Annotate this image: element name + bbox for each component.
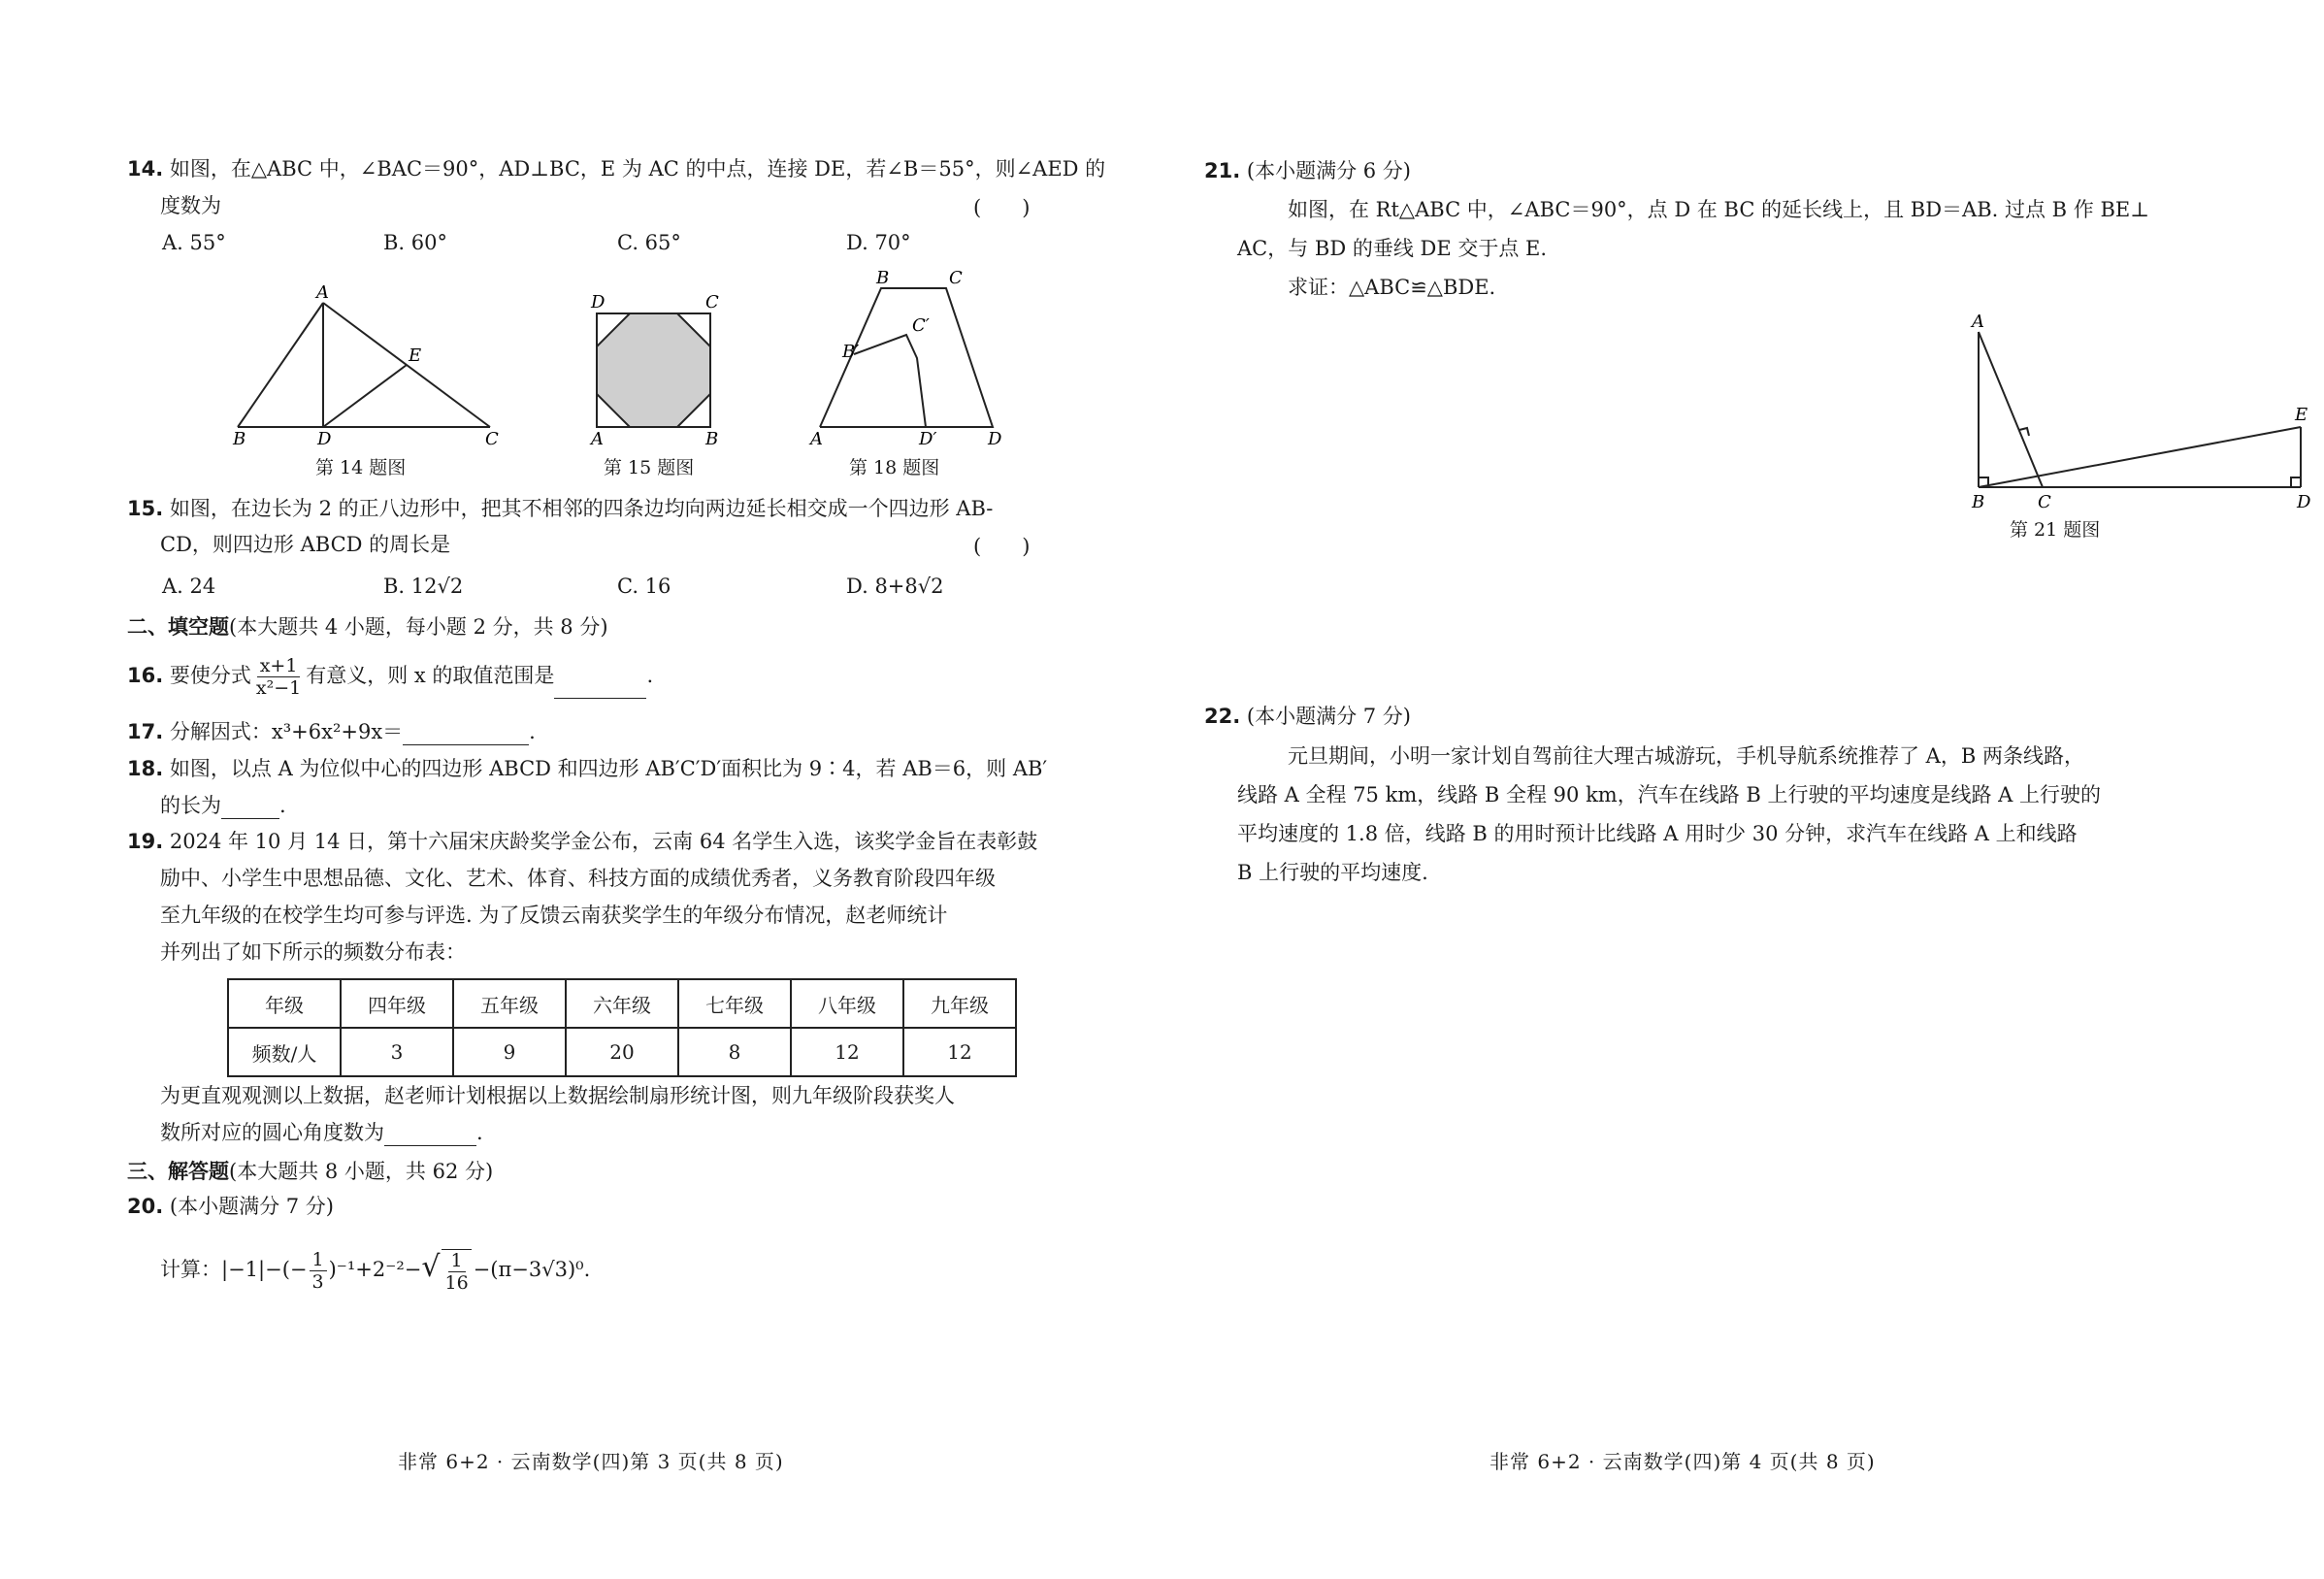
q20-sqrt-num: 1 — [448, 1250, 466, 1272]
q20-number: 20. — [127, 1195, 164, 1218]
q19-line4: 并列出了如下所示的频数分布表： — [160, 940, 466, 964]
fig21-label-c: C — [2038, 492, 2051, 512]
fig18-label-b-prime: B′ — [842, 342, 860, 362]
q14-text-1: 如图，在△ABC 中，∠BAC＝90°，AD⊥BC，E 为 AC 的中点，连接 DE，若∠B＝55°，则∠AED 的 — [169, 157, 1106, 181]
q22-score: (本小题满分 7 分) — [1246, 705, 1411, 728]
table-cell: 频数/人 — [228, 1028, 341, 1076]
q18-end: . — [279, 794, 286, 817]
fig14-label-a: A — [316, 282, 329, 303]
fig18-label-b: B — [876, 268, 890, 288]
q22-line2: 线路 A 全程 75 km，线路 B 全程 90 km，汽车在线路 B 上行驶的平均速度是线路 A 上行驶的 — [1237, 783, 2102, 806]
section-2-note: (本大题共 4 小题，每小题 2 分，共 8 分) — [229, 615, 608, 639]
table-cell: 九年级 — [903, 979, 1016, 1028]
table-row — [228, 1028, 1016, 1076]
q15-option-a: A. 24 — [162, 575, 216, 598]
q14-option-d: D. 70° — [846, 231, 911, 254]
q19-line1 — [127, 828, 1037, 855]
q16-blank[interactable] — [554, 676, 646, 699]
q21-line1: 如图，在 Rt△ABC 中，∠ABC＝90°，点 D 在 BC 的延长线上，且 BD＝AB. 过点 B 作 BE⊥ — [1288, 198, 2149, 221]
fig21-label-e: E — [2295, 405, 2308, 425]
q15-answer-paren: ( ) — [973, 535, 1031, 558]
q21-line2: AC，与 BD 的垂线 DE 交于点 E. — [1237, 237, 1548, 260]
q20-calc-label: 计算：|−1|−(− — [160, 1258, 308, 1281]
frequency-table — [227, 978, 1017, 1077]
q18-blank[interactable] — [221, 797, 279, 819]
q22-number: 22. — [1204, 705, 1241, 728]
page-footer-right: 非常 6+2 · 云南数学(四)第 4 页(共 8 页) — [1489, 1450, 1876, 1473]
q20-mid1: )⁻¹+2⁻²− — [328, 1258, 422, 1281]
fig15-label-a: A — [591, 429, 604, 449]
figure-15 — [582, 291, 728, 451]
fig21-label-d: D — [2297, 492, 2311, 512]
fig14-caption: 第 14 题图 — [315, 457, 407, 478]
q19-after-2 — [160, 1119, 483, 1146]
q21-line3: 求证：△ABC≌△BDE. — [1288, 276, 1496, 299]
fig21-label-a: A — [1972, 312, 1984, 332]
table-cell: 四年级 — [341, 979, 453, 1028]
q18-number: 18. — [127, 757, 164, 780]
q16-pre: 要使分式 — [169, 664, 251, 687]
q14-number: 14. — [127, 157, 164, 181]
q16-post: 有意义，则 x 的取值范围是 — [306, 664, 555, 687]
figure-21 — [1955, 311, 2324, 519]
fig18-label-c-prime: C′ — [912, 315, 930, 336]
table-cell: 八年级 — [791, 979, 903, 1028]
q14-line1 — [127, 155, 1105, 182]
table-cell: 3 — [341, 1028, 453, 1076]
q15-option-c: C. 16 — [617, 575, 671, 598]
left-page — [0, 0, 1130, 1579]
fig14-label-d: D — [317, 429, 332, 449]
q22-line4: B 上行驶的平均速度. — [1237, 861, 1428, 884]
section-3-note: (本大题共 8 小题，共 62 分) — [229, 1160, 494, 1183]
fig14-label-c: C — [485, 429, 499, 449]
q19-end: . — [476, 1121, 483, 1144]
q21-number: 21. — [1204, 159, 1241, 182]
fig15-caption: 第 15 题图 — [604, 457, 695, 478]
table-cell: 12 — [791, 1028, 903, 1076]
q15-line2: CD，则四边形 ABCD 的周长是 — [160, 533, 451, 556]
q18-text-2: 的长为 — [160, 794, 221, 817]
fig18-label-d: D — [988, 429, 1002, 449]
q22-line3: 平均速度的 1.8 倍，线路 B 的用时预计比线路 A 用时少 30 分钟，求汽车在线路 A 上和线路 — [1237, 822, 2078, 845]
fig14-label-b: B — [233, 429, 246, 449]
fig18-label-c: C — [949, 268, 963, 288]
q19-line3: 至九年级的在校学生均可参与评选. 为了反馈云南获奖学生的年级分布情况，赵老师统计 — [160, 904, 948, 927]
table-cell: 9 — [453, 1028, 566, 1076]
q15-number: 15. — [127, 497, 164, 520]
fig15-label-d: D — [591, 292, 606, 313]
table-row — [228, 979, 1016, 1028]
q15-line1 — [127, 495, 993, 522]
q19-text-1: 2024 年 10 月 14 日，第十六届宋庆龄奖学金公布，云南 64 名学生入选，该奖学金旨在表彰鼓 — [169, 830, 1038, 853]
q14-option-b: B. 60° — [383, 231, 448, 254]
fig21-label-b: B — [1972, 492, 1985, 512]
section-2-heading — [127, 611, 608, 641]
q17-number: 17. — [127, 720, 164, 743]
q20-sqrt-fraction — [442, 1249, 471, 1294]
q17-line — [127, 718, 536, 745]
q14-option-a: A. 55° — [162, 231, 226, 254]
table-cell: 七年级 — [678, 979, 791, 1028]
q19-line2: 励中、小学生中思想品德、文化、艺术、体育、科技方面的成绩优秀者，义务教育阶段四年级 — [160, 867, 996, 890]
fig15-label-c: C — [705, 292, 719, 313]
table-cell: 12 — [903, 1028, 1016, 1076]
q19-after-1: 为更直观观测以上数据，赵老师计划根据以上数据绘制扇形统计图，则九年级阶段获奖人 — [160, 1084, 955, 1107]
q15-text-1: 如图，在边长为 2 的正八边形中，把其不相邻的四条边均向两边延长相交成一个四边形 AB- — [169, 497, 994, 520]
q15-option-d: D. 8+8√2 — [846, 575, 944, 598]
section-3-title: 三、解答题 — [127, 1160, 229, 1183]
q14-line2: 度数为 — [160, 194, 221, 217]
fig14-label-e: E — [409, 345, 422, 366]
table-cell: 20 — [566, 1028, 678, 1076]
q16-number: 16. — [127, 664, 164, 687]
q17-end: . — [529, 720, 536, 743]
q20-score: (本小题满分 7 分) — [169, 1195, 334, 1218]
q20-calc — [160, 1240, 590, 1297]
q20-frac-den: 3 — [311, 1271, 324, 1293]
q20-frac-num: 1 — [310, 1249, 327, 1271]
q16-line — [127, 652, 653, 699]
fig18-label-d-prime: D′ — [919, 429, 937, 449]
fig21-caption: 第 21 题图 — [2010, 519, 2101, 541]
q16-frac-den: x²−1 — [255, 677, 302, 699]
table-cell: 8 — [678, 1028, 791, 1076]
q20-header — [127, 1193, 334, 1220]
fig18-label-a: A — [810, 429, 823, 449]
q16-fraction — [253, 655, 304, 699]
figure-18 — [805, 267, 1009, 451]
section-3-heading — [127, 1156, 493, 1185]
q14-answer-paren: ( ) — [973, 196, 1031, 219]
q19-blank[interactable] — [384, 1124, 476, 1146]
q22-line1: 元旦期间，小明一家计划自驾前往大理古城游玩，手机导航系统推荐了 A，B 两条线路， — [1288, 744, 2084, 768]
section-2-title: 二、填空题 — [127, 615, 229, 639]
q16-frac-num: x+1 — [257, 655, 301, 677]
sqrt-sign-icon: √ — [421, 1250, 441, 1284]
q21-header — [1204, 157, 1411, 184]
q20-fraction — [310, 1249, 327, 1293]
q18-line2 — [160, 792, 286, 819]
q20-sqrt-den: 16 — [444, 1271, 469, 1294]
q19-number: 19. — [127, 830, 164, 853]
q17-blank[interactable] — [403, 723, 529, 745]
table-cell: 五年级 — [453, 979, 566, 1028]
fig15-label-b: B — [705, 429, 719, 449]
q14-option-c: C. 65° — [617, 231, 681, 254]
q19-after-2-text: 数所对应的圆心角度数为 — [160, 1121, 384, 1144]
right-page — [1130, 0, 2311, 1579]
q21-score: (本小题满分 6 分) — [1246, 159, 1411, 182]
q16-end: . — [646, 664, 654, 687]
q18-text-1: 如图，以点 A 为位似中心的四边形 ABCD 和四边形 AB′C′D′面积比为 9∶4，若 AB＝6，则 AB′ — [169, 757, 1048, 780]
fig18-caption: 第 18 题图 — [849, 457, 940, 478]
q15-option-b: B. 12√2 — [383, 575, 464, 598]
table-cell: 年级 — [228, 979, 341, 1028]
page-footer-left: 非常 6+2 · 云南数学(四)第 3 页(共 8 页) — [398, 1450, 784, 1473]
q20-mid2: −(π−3√3)⁰. — [473, 1258, 591, 1281]
table-cell: 六年级 — [566, 979, 678, 1028]
figure-14 — [223, 281, 514, 451]
q17-text: 分解因式：x³+6x²+9x＝ — [169, 720, 404, 743]
q22-header — [1204, 703, 1411, 730]
q18-line1 — [127, 755, 1047, 782]
